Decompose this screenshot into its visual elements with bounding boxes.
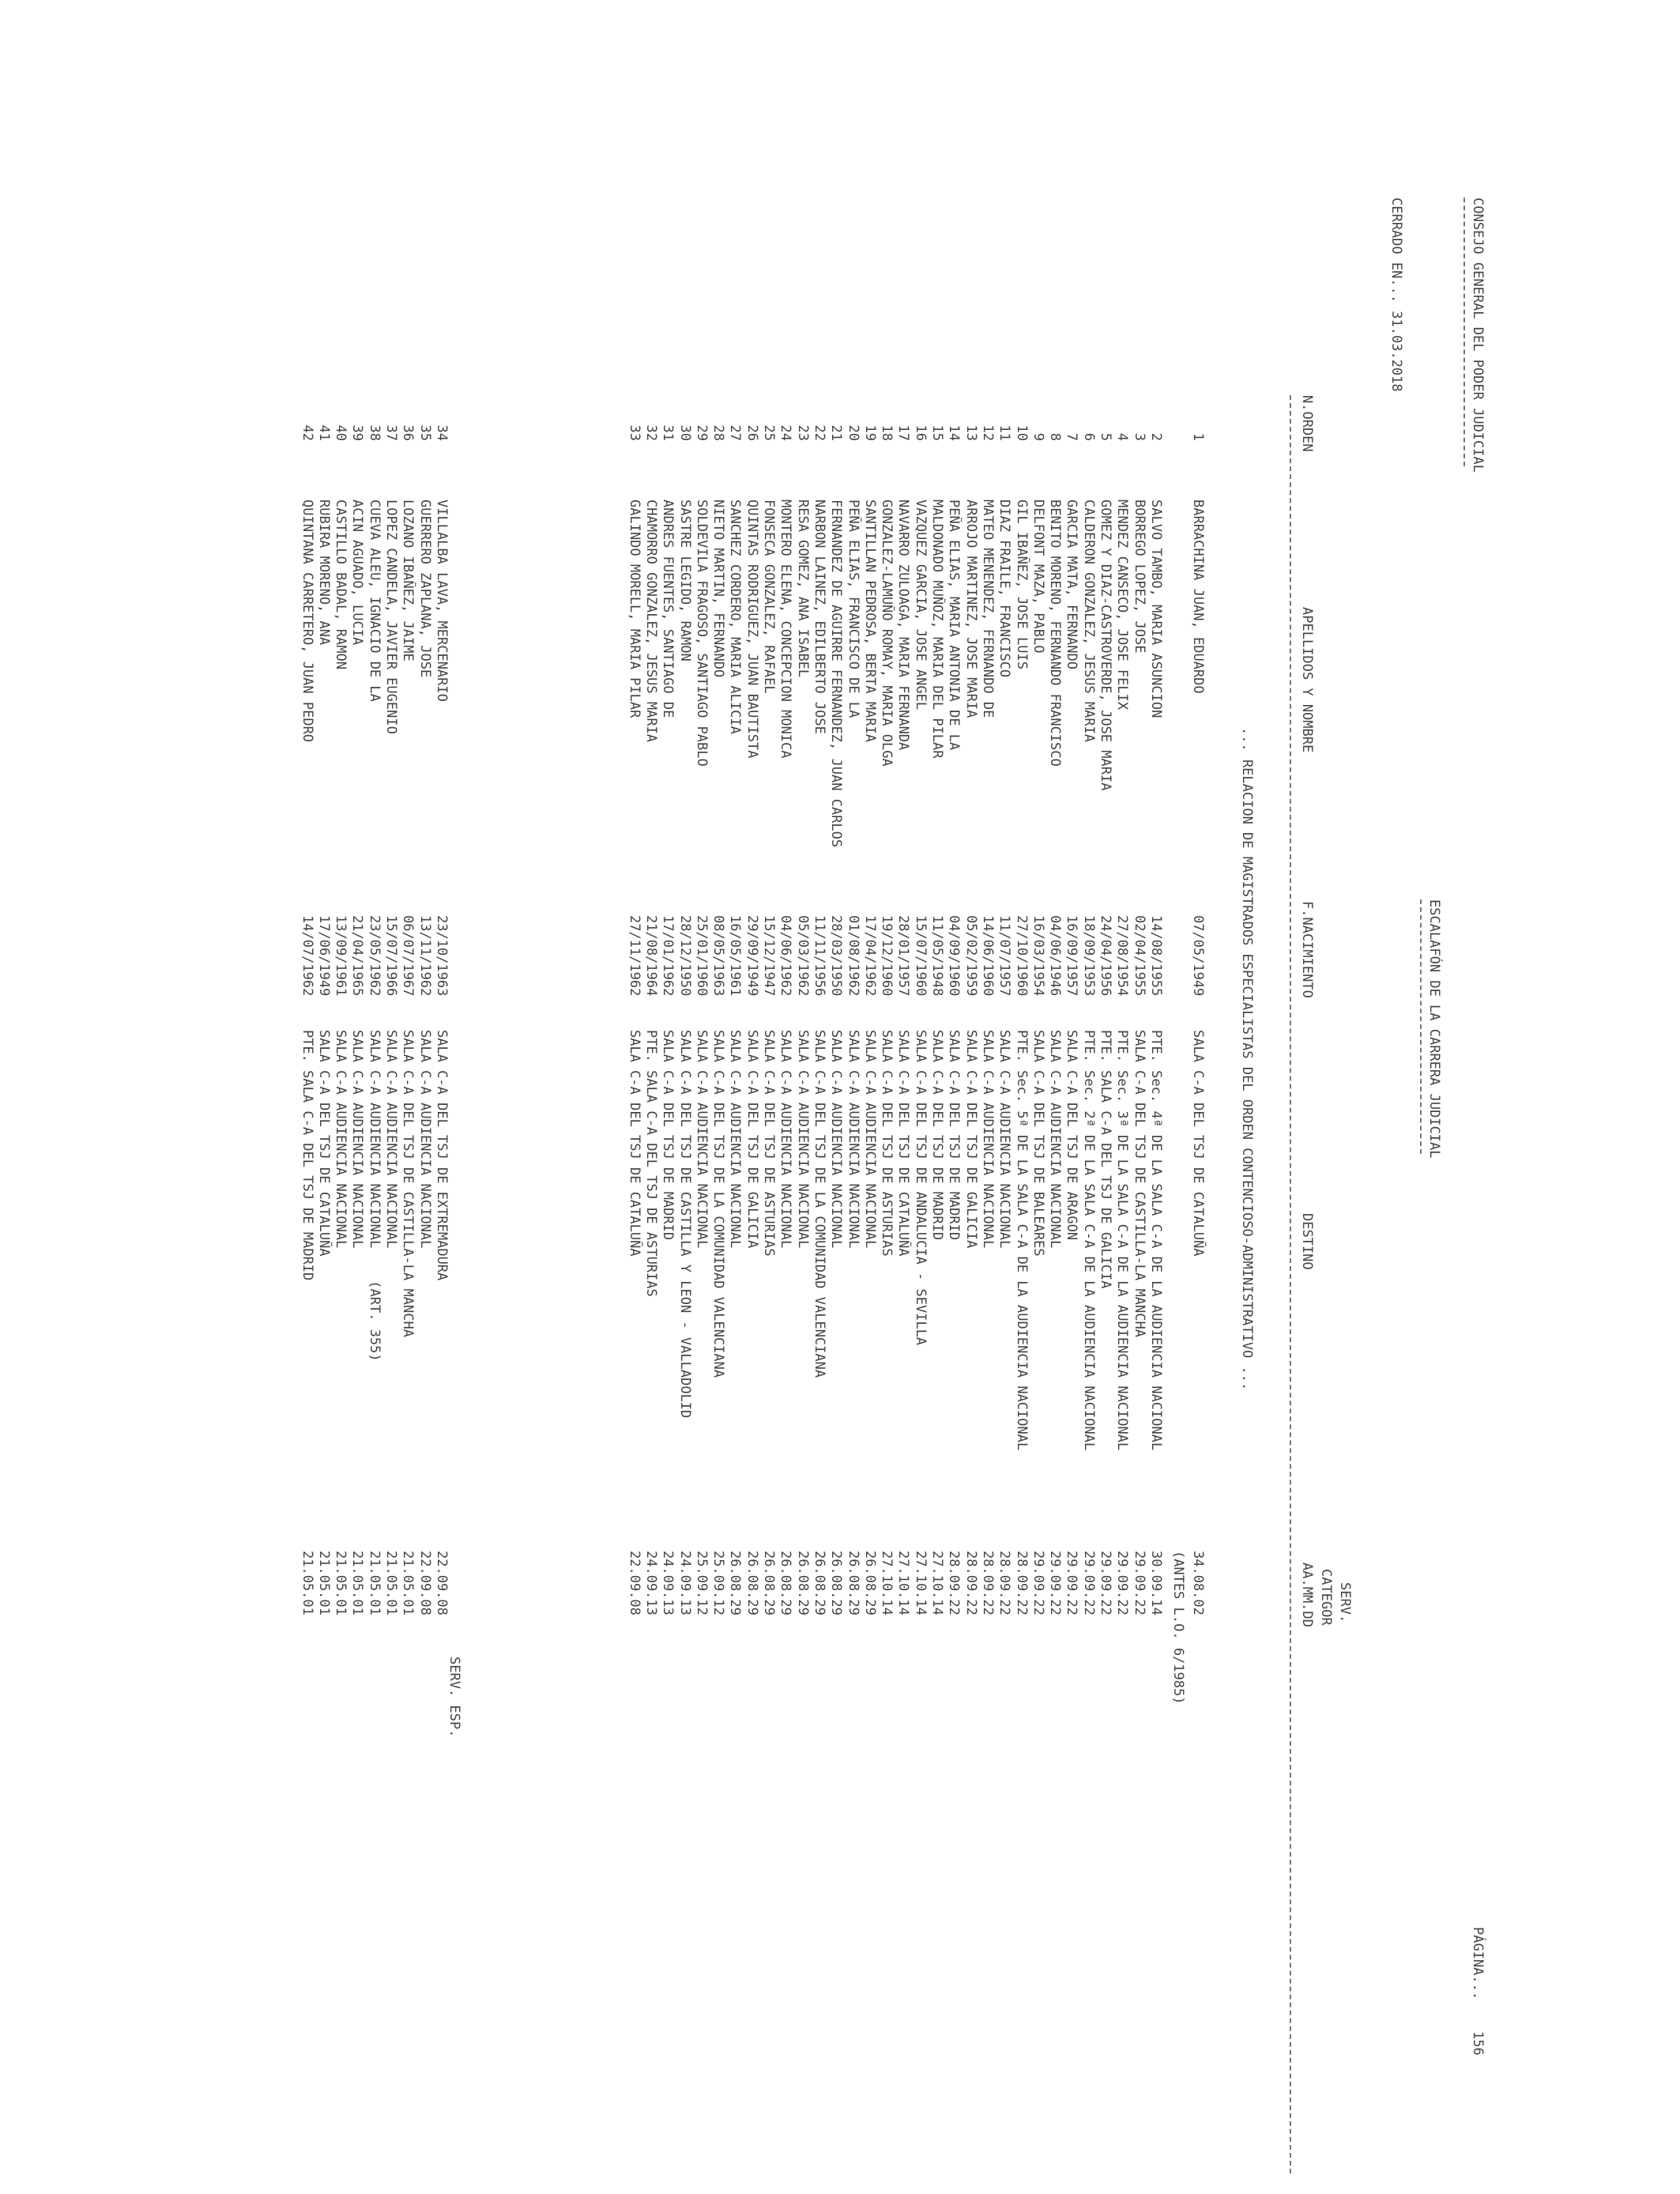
row-name: MENDEZ CANSECO, JOSE FELIX: [1114, 499, 1131, 711]
row-number: 13: [962, 424, 979, 441]
row-number: 40: [333, 424, 349, 441]
table-row: [1045, 0, 1063, 2194]
row-destination: SALA C-A AUDIENCIA NACIONAL: [845, 1030, 861, 1249]
row-category: 21.05.01: [400, 1551, 416, 1615]
row-destination: SALA C-A DEL TSJ DE ASTURIAS: [879, 1030, 895, 1257]
row-destination: SALA C-A AUDIENCIA NACIONAL: [778, 1030, 794, 1249]
table-row: [298, 0, 315, 2194]
row-number: 4: [1114, 432, 1131, 441]
row-birth-date: 19/12/1960: [879, 915, 895, 997]
table-row: [1063, 0, 1080, 2194]
row-destination: SALA C-A DEL TSJ DE CATALUÑA: [315, 1030, 332, 1257]
row-birth-date: 05/02/1959: [962, 915, 979, 997]
row-category: 26.08.29: [828, 1551, 845, 1615]
row-name: LOZANO IBAÑEZ, JAIME: [400, 499, 416, 662]
row-destination: PTE. SALA C-A DEL TSJ DE ASTURIAS: [643, 1030, 659, 1297]
row-destination: PTE. SALA C-A DEL TSJ DE GALICIA: [1098, 1030, 1114, 1289]
row-number: 5: [1098, 432, 1114, 441]
row-birth-date: 15/12/1947: [761, 915, 778, 997]
row-destination: SALA C-A DEL TSJ DE CASTILLA Y LEON - VALLADOLID: [676, 1030, 693, 1419]
page-number: 156: [1470, 2031, 1486, 2056]
row-category: 21.05.01: [315, 1551, 332, 1615]
row-number: 24: [778, 424, 794, 441]
row-destination: SALA C-A DEL TSJ DE GALICIA: [962, 1030, 979, 1249]
table-row: [331, 0, 348, 2194]
row-destination: SALA C-A AUDIENCIA NACIONAL: [1047, 1030, 1064, 1249]
row-birth-date: 14/08/1955: [1148, 915, 1164, 997]
col-header-name: APELLIDOS Y NOMBRE: [1299, 607, 1315, 753]
table-row: [625, 0, 642, 2194]
row-number: 21: [828, 424, 845, 441]
row-category: 21.05.01: [299, 1551, 315, 1615]
row-category: 24.09.13: [643, 1551, 659, 1615]
row-destination: SALA C-A DEL TSJ DE BALEARES: [1030, 1030, 1046, 1257]
row-category: 29.09.22: [1080, 1551, 1097, 1615]
row-destination: SALA C-A AUDIENCIA NACIONAL: [349, 1030, 366, 1249]
row-number: 18: [879, 424, 895, 441]
row-birth-date: 14/06/1960: [980, 915, 996, 997]
row-category: 30.09.14: [1148, 1551, 1164, 1615]
row-name: GONZALEZ-LAMUÑO ROMAY, MARIA OLGA: [879, 499, 895, 767]
row-name: NARBON LAINEZ, EDILBERTO JOSE: [812, 499, 827, 734]
row-category: 21.05.01: [383, 1551, 400, 1615]
row-category: 26.08.29: [812, 1551, 827, 1615]
row-category: 26.08.29: [761, 1551, 778, 1615]
row-birth-date: 18/09/1953: [1080, 915, 1097, 997]
table-row: [962, 0, 979, 2194]
row-birth-date: 13/09/1961: [333, 915, 349, 997]
header-separator: [1290, 395, 1291, 2173]
table-row: [692, 0, 710, 2194]
row-name: BENITO MORENO, FERNANDO FRANCISCO: [1047, 499, 1064, 767]
row-destination: SALA C-A DEL TSJ DE EXTREMADURA: [434, 1030, 450, 1281]
row-destination: SALA C-A DEL TSJ DE ASTURIAS: [761, 1030, 778, 1257]
row-category: 29.09.22: [1114, 1551, 1131, 1615]
row-destination: SALA C-A DEL TSJ DE ANDALUCIA - SEVILLA: [912, 1030, 929, 1346]
row-number: 15: [929, 424, 946, 441]
row-number: 33: [626, 424, 642, 441]
row-destination: SALA C-A DEL TSJ DE MADRID: [929, 1030, 946, 1241]
row-birth-date: 04/06/1962: [778, 915, 794, 997]
row-category: 22.09.08: [626, 1551, 642, 1615]
row-category: 24.09.13: [676, 1551, 693, 1615]
page-label: PÁGINA...: [1470, 1927, 1486, 2000]
row-name: RESA GOMEZ, ANA ISABEL: [794, 499, 811, 678]
row-category: 21.05.01: [333, 1551, 349, 1615]
row-name: GOMEZ Y DIAZ-CASTROVERDE, JOSE MARIA: [1098, 499, 1114, 791]
row-destination: SALA C-A DEL TSJ DE CATALUÑA: [895, 1030, 912, 1257]
row-birth-date: 28/01/1957: [895, 915, 912, 997]
row-category: 26.08.29: [794, 1551, 811, 1615]
table-row: [1012, 0, 1030, 2194]
row-number: 42: [299, 424, 315, 441]
row-name: RUBIRA MORENO, ANA: [315, 499, 332, 646]
row-destination: SALA C-A AUDIENCIA NACIONAL (ART. 355): [366, 1030, 382, 1362]
document-title: ESCALAFÓN DE LA CARRERA JUDICIAL: [1426, 899, 1442, 1159]
row-name: GALINDO MORELL, MARIA PILAR: [626, 499, 642, 718]
row-destination: SALA C-A DEL TSJ DE LA COMUNIDAD VALENCIANA: [812, 1030, 827, 1378]
row-birth-date: 23/10/1963: [434, 915, 450, 997]
row-destination: SALA C-A AUDIENCIA NACIONAL: [980, 1030, 996, 1249]
row-number: 23: [794, 424, 811, 441]
row-destination: SALA C-A DEL TSJ DE CASTILLA-LA MANCHA: [400, 1030, 416, 1337]
table-row: [642, 0, 659, 2194]
row-number: 31: [660, 424, 676, 441]
row-destination: PTE. Sec. 3ª DE LA SALA C-A DE LA AUDIENCIA NACIONAL: [1114, 1030, 1131, 1451]
row-number: 29: [693, 424, 710, 441]
table-row: [877, 0, 895, 2194]
col-header-birth: F.NACIMIENTO: [1299, 901, 1315, 998]
table-row: [978, 0, 996, 2194]
row-destination: SALA C-A AUDIENCIA NACIONAL: [727, 1030, 744, 1249]
group3-note: SERV. ESP.: [446, 1657, 462, 1738]
closed-date: CERRADO EN... 31.03.2018: [1388, 198, 1404, 392]
row-name: QUINTAS RODRIGUEZ, JUAN BAUTISTA: [744, 499, 760, 759]
table-row: [1029, 0, 1046, 2194]
row-birth-date: 17/01/1962: [660, 915, 676, 997]
row-number: 9: [1030, 432, 1046, 441]
row-birth-date: 13/11/1962: [416, 915, 433, 997]
row-destination: SALA C-A AUDIENCIA NACIONAL: [333, 1030, 349, 1249]
row-name: SALVO TAMBO, MARIA ASUNCION: [1148, 499, 1164, 718]
row-name: BARRACHINA JUAN, EDUARDO: [1190, 499, 1206, 694]
row-destination: SALA C-A DEL TSJ DE CATALUÑA: [1190, 1030, 1206, 1257]
table-row: [1188, 0, 1206, 2194]
table-row: [365, 0, 382, 2194]
table-row: [726, 0, 744, 2194]
row-number: 2: [1148, 432, 1164, 441]
table-row: [944, 0, 962, 2194]
table-row: [1096, 0, 1113, 2194]
row-destination: SALA C-A DEL TSJ DE GALICIA: [744, 1030, 760, 1249]
row-birth-date: 21/04/1965: [349, 915, 366, 997]
row-name: DIAZ FRAILE, FRANCISCO: [996, 499, 1013, 678]
row-name: CUEVA ALEU, IGNACIO DE LA: [366, 499, 382, 702]
row-destination: PTE. Sec. 5ª DE LA SALA C-A DE LA AUDIENCIA NACIONAL: [1013, 1030, 1030, 1451]
row-number: 17: [895, 424, 912, 441]
row-number: 10: [1013, 424, 1030, 441]
group1-note: (ANTES L.O. 6/1985): [1170, 1551, 1186, 1705]
row-category: 22.09.08: [434, 1551, 450, 1615]
row-category: 34.08.02: [1190, 1551, 1206, 1615]
row-birth-date: 15/07/1966: [383, 915, 400, 997]
row-birth-date: 07/05/1949: [1190, 915, 1206, 997]
table-row: [398, 0, 416, 2194]
row-destination: SALA C-A DEL TSJ DE MADRID: [660, 1030, 676, 1241]
table-row: [676, 0, 693, 2194]
row-birth-date: 28/12/1950: [676, 915, 693, 997]
row-birth-date: 05/03/1962: [794, 915, 811, 997]
table-row: [432, 0, 450, 2194]
row-birth-date: 01/08/1962: [845, 915, 861, 997]
row-destination: SALA C-A DEL TSJ DE CATALUÑA: [626, 1030, 642, 1257]
table-row: [315, 0, 332, 2194]
row-birth-date: 06/07/1967: [400, 915, 416, 997]
row-destination: SALA C-A AUDIENCIA NACIONAL: [416, 1030, 433, 1249]
row-number: 12: [980, 424, 996, 441]
row-destination: PTE. Sec. 2ª DE LA SALA C-A DE LA AUDIENCIA NACIONAL: [1080, 1030, 1097, 1451]
org-title: CONSEJO GENERAL DEL PODER JUDICIAL: [1470, 198, 1486, 473]
col-header-dest: DESTINO: [1299, 1213, 1315, 1270]
row-birth-date: 28/03/1950: [828, 915, 845, 997]
row-name: PEÑA ELIAS, MARIA ANTONIA DE LA: [946, 499, 962, 751]
row-number: 19: [861, 424, 878, 441]
row-category: 26.08.29: [744, 1551, 760, 1615]
table-row: [895, 0, 912, 2194]
table-row: [928, 0, 945, 2194]
row-category: 28.09.22: [1013, 1551, 1030, 1615]
row-birth-date: 25/01/1960: [693, 915, 710, 997]
row-number: 1: [1190, 432, 1206, 441]
row-destination: SALA C-A AUDIENCIA NACIONAL: [996, 1030, 1013, 1249]
row-destination: SALA C-A DEL TSJ DE LA COMUNIDAD VALENCIANA: [710, 1030, 727, 1378]
row-number: 14: [946, 424, 962, 441]
row-birth-date: 16/05/1961: [727, 915, 744, 997]
table-row: [995, 0, 1012, 2194]
row-category: 25.09.12: [693, 1551, 710, 1615]
row-birth-date: 27/11/1962: [626, 915, 642, 997]
row-number: 32: [643, 424, 659, 441]
row-birth-date: 11/05/1948: [929, 915, 946, 997]
row-destination: PTE. Sec. 4ª DE LA SALA C-A DE LA AUDIENCIA NACIONAL: [1148, 1030, 1164, 1451]
row-category: 28.09.22: [962, 1551, 979, 1615]
row-name: GARCIA MATA, FERNANDO: [1064, 499, 1080, 669]
row-number: 30: [676, 424, 693, 441]
row-birth-date: 11/07/1957: [996, 915, 1013, 997]
table-row: [861, 0, 878, 2194]
row-category: 29.09.22: [1064, 1551, 1080, 1615]
row-name: FONSECA GONZALEZ, RAFAEL: [761, 499, 778, 694]
table-row: [709, 0, 726, 2194]
row-name: LOPEZ CANDELA, JAVIER EUGENIO: [383, 499, 400, 734]
row-birth-date: 08/05/1963: [710, 915, 727, 997]
row-birth-date: 23/05/1962: [366, 915, 382, 997]
row-name: ARROJO MARTINEZ, JOSE MARIA: [962, 499, 979, 718]
row-destination: SALA C-A AUDIENCIA NACIONAL: [828, 1030, 845, 1249]
row-number: 7: [1064, 432, 1080, 441]
row-name: DELFONT MAZA, PABLO: [1030, 499, 1046, 654]
row-birth-date: 14/07/1962: [299, 915, 315, 997]
col-header-cat-1: SERV.: [1337, 1582, 1353, 1623]
row-birth-date: 29/09/1949: [744, 915, 760, 997]
row-name: QUINTANA CARRETERO, JUAN PEDRO: [299, 499, 315, 743]
table-row: [844, 0, 861, 2194]
table-row: [658, 0, 676, 2194]
row-number: 38: [366, 424, 382, 441]
row-destination: SALA C-A AUDIENCIA NACIONAL: [861, 1030, 878, 1249]
row-birth-date: 15/07/1960: [912, 915, 929, 997]
row-name: VILLALBA LAVA, MERCENARIO: [434, 499, 450, 702]
row-category: 29.09.22: [1030, 1551, 1046, 1615]
row-destination: SALA C-A DEL TSJ DE MADRID: [946, 1030, 962, 1241]
row-number: 6: [1080, 432, 1097, 441]
row-number: 3: [1131, 432, 1147, 441]
row-name: BORREGO LOPEZ, JOSE: [1131, 499, 1147, 654]
table-row: [1147, 0, 1164, 2194]
row-name: SANTILLAN PEDROSA, BERTA MARIA: [861, 499, 878, 743]
row-number: 22: [812, 424, 827, 441]
row-number: 41: [315, 424, 332, 441]
row-name: MONTERO ELENA, CONCEPCION MONICA: [778, 499, 794, 759]
row-destination: SALA C-A AUDIENCIA NACIONAL: [693, 1030, 710, 1249]
row-name: ACIN AGUADO, LUCIA: [349, 499, 366, 646]
row-birth-date: 11/11/1956: [812, 915, 827, 997]
row-birth-date: 21/08/1964: [643, 915, 659, 997]
row-category: 28.09.22: [980, 1551, 996, 1615]
row-number: 25: [761, 424, 778, 441]
row-name: SOLDEVILA FRAGOSO, SANTIAGO PABLO: [693, 499, 710, 767]
row-name: MATEO MENENDEZ, FERNANDO DE: [980, 499, 996, 718]
col-header-cat-3: AA.MM.DD: [1299, 1563, 1315, 1627]
table-row: [416, 0, 433, 2194]
row-birth-date: 16/03/1954: [1030, 915, 1046, 997]
col-header-cat-2: CATEGOR: [1318, 1569, 1334, 1626]
table-row: [1130, 0, 1147, 2194]
table-row: [382, 0, 399, 2194]
row-name: FERNANDEZ DE AGUIRRE FERNANDEZ, JUAN CARLOS: [828, 499, 845, 848]
row-category: 29.09.22: [1098, 1551, 1114, 1615]
table-row: [776, 0, 793, 2194]
row-category: 27.10.14: [895, 1551, 912, 1615]
row-name: ANDRES FUENTES, SANTIAGO DE: [660, 499, 676, 718]
row-category: 26.08.29: [861, 1551, 878, 1615]
row-category: 26.08.29: [845, 1551, 861, 1615]
row-name: GUERRERO ZAPLANA, JOSE: [416, 499, 433, 678]
row-number: 20: [845, 424, 861, 441]
org-title-underline: [1463, 198, 1465, 466]
section-title: ... RELACION DE MAGISTRADOS ESPECIALISTAS DEL ORDEN CONTENCIOSO-ADMINISTRATIVO ...: [1239, 727, 1255, 1391]
row-category: 27.10.14: [879, 1551, 895, 1615]
row-name: CALDERON GONZALEZ, JESUS MARIA: [1080, 499, 1097, 743]
table-row: [1079, 0, 1097, 2194]
row-number: 26: [744, 424, 760, 441]
row-name: NIETO MARTIN, FERNANDO: [710, 499, 727, 678]
row-birth-date: 17/06/1949: [315, 915, 332, 997]
table-row: [759, 0, 777, 2194]
table-row: [911, 0, 929, 2194]
col-header-num: N.ORDEN: [1299, 395, 1315, 452]
row-birth-date: 27/10/1960: [1013, 915, 1030, 997]
row-number: 37: [383, 424, 400, 441]
row-number: 8: [1047, 432, 1064, 441]
row-category: 25.09.12: [710, 1551, 727, 1615]
table-row: [827, 0, 844, 2194]
table-row: [810, 0, 827, 2194]
row-birth-date: 02/04/1955: [1131, 915, 1147, 997]
row-name: VAZQUEZ GARCIA, JOSE ANGEL: [912, 499, 929, 711]
row-birth-date: 04/06/1946: [1047, 915, 1064, 997]
row-number: 35: [416, 424, 433, 441]
row-number: 39: [349, 424, 366, 441]
row-destination: SALA C-A AUDIENCIA NACIONAL: [383, 1030, 400, 1249]
table-row: [1113, 0, 1130, 2194]
table-row: [348, 0, 366, 2194]
row-birth-date: 17/04/1962: [861, 915, 878, 997]
row-category: 27.10.14: [929, 1551, 946, 1615]
row-category: 24.09.13: [660, 1551, 676, 1615]
row-category: 21.05.01: [349, 1551, 366, 1615]
row-number: 34: [434, 424, 450, 441]
row-destination: SALA C-A DEL TSJ DE CASTILLA-LA MANCHA: [1131, 1030, 1147, 1337]
row-birth-date: 16/09/1957: [1064, 915, 1080, 997]
row-birth-date: 27/08/1954: [1114, 915, 1131, 997]
row-number: 11: [996, 424, 1013, 441]
row-destination: PTE. SALA C-A DEL TSJ DE MADRID: [299, 1030, 315, 1281]
table-row: [793, 0, 811, 2194]
row-category: 21.05.01: [366, 1551, 382, 1615]
document-title-underline: [1420, 899, 1422, 1154]
row-number: 16: [912, 424, 929, 441]
row-number: 27: [727, 424, 744, 441]
table-row: [743, 0, 760, 2194]
row-destination: SALA C-A AUDIENCIA NACIONAL: [794, 1030, 811, 1249]
row-name: NAVARRO ZULOAGA, MARIA FERNANDA: [895, 499, 912, 751]
row-number: 28: [710, 424, 727, 441]
row-category: 29.09.22: [1047, 1551, 1064, 1615]
row-destination: SALA C-A DEL TSJ DE ARAGON: [1064, 1030, 1080, 1241]
row-name: CASTILLO BADAL, RAMON: [333, 499, 349, 669]
row-category: 28.09.22: [996, 1551, 1013, 1615]
row-name: CHAMORRO GONZALEZ, JESUS MARIA: [643, 499, 659, 743]
row-name: PEÑA ELIAS, FRANCISCO DE LA: [845, 499, 861, 718]
row-category: 26.08.29: [727, 1551, 744, 1615]
row-category: 22.09.08: [416, 1551, 433, 1615]
row-name: SANCHEZ CORDERO, MARIA ALICIA: [727, 499, 744, 734]
row-number: 36: [400, 424, 416, 441]
row-category: 29.09.22: [1131, 1551, 1147, 1615]
row-name: GIL IBAÑEZ, JOSE LUIS: [1013, 499, 1030, 669]
row-name: SASTRE LEGIDO, RAMON: [676, 499, 693, 662]
row-name: MALDONADO MUÑOZ, MARIA DEL PILAR: [929, 499, 946, 759]
row-category: 26.08.29: [778, 1551, 794, 1615]
row-birth-date: 24/04/1956: [1098, 915, 1114, 997]
row-category: 28.09.22: [946, 1551, 962, 1615]
row-birth-date: 04/09/1960: [946, 915, 962, 997]
row-category: 27.10.14: [912, 1551, 929, 1615]
